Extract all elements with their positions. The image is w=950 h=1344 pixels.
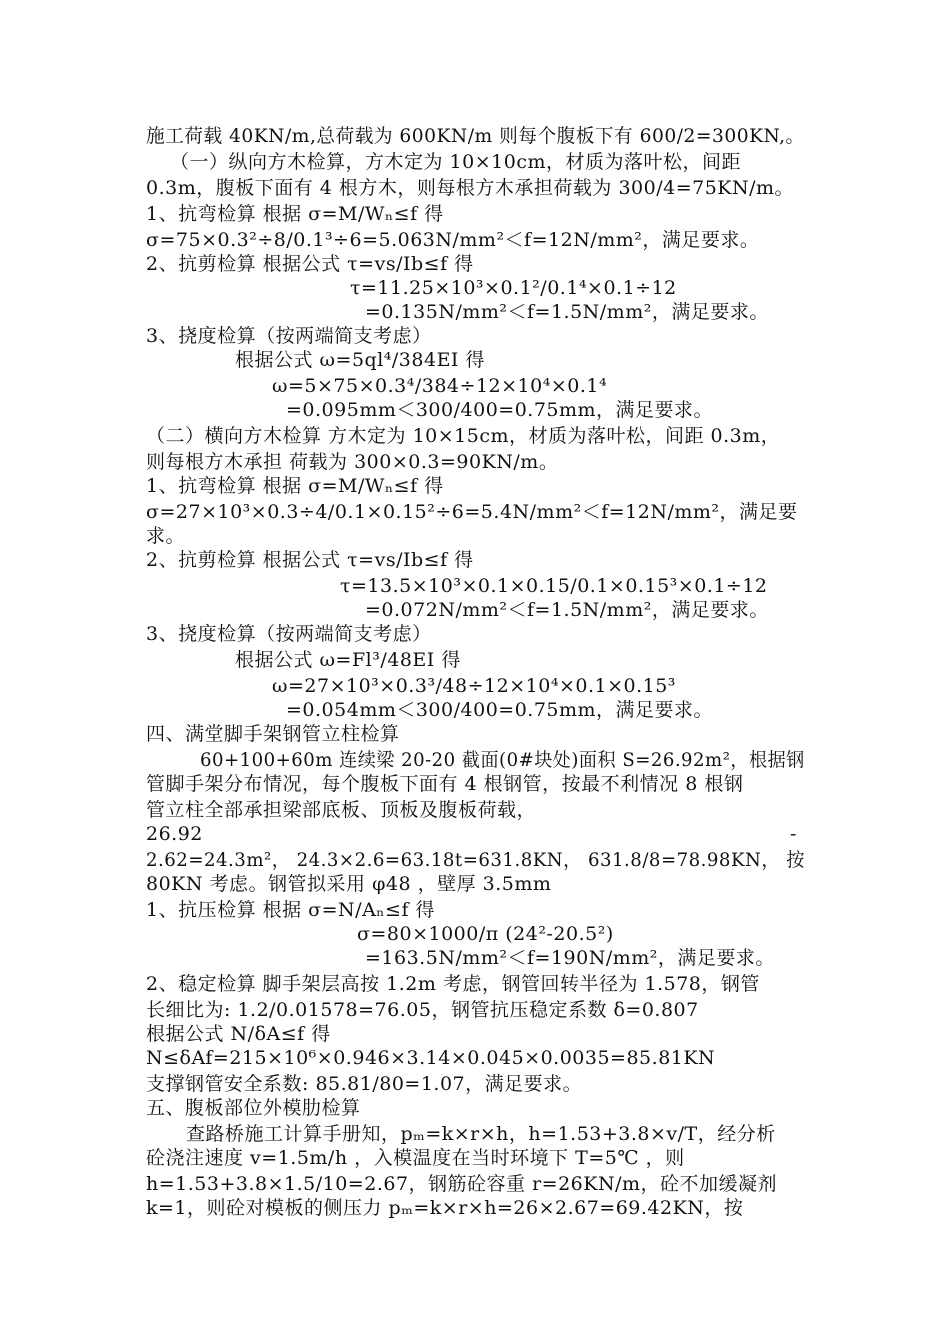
text-line-31: 80KN 考虑。钢管拟采用 φ48 ，壁厚 3.5mm xyxy=(146,873,552,895)
text-line-24: =0.054mm＜300/400=0.75mm，满足要求。 xyxy=(286,699,714,721)
text-line-18: 2、抗剪检算 根据公式 τ=vs/Ib≤f 得 xyxy=(146,549,474,571)
text-line-32: 1、抗压检算 根据 σ=N/Aₙ≤f 得 xyxy=(146,899,436,921)
text-line-11: ω=5×75×0.3⁴/384÷12×10⁴×0.1⁴ xyxy=(272,375,608,397)
text-line-42: 查路桥施工计算手册知，pₘ=k×r×h，h=1.53+3.8×v/T，经分析 xyxy=(186,1123,776,1145)
text-line-43: 砼浇注速度 v=1.5m/h ，入模温度在当时环境下 T=5℃ ，则 xyxy=(146,1147,685,1169)
text-line-12: =0.095mm＜300/400=0.75mm，满足要求。 xyxy=(286,399,714,421)
text-line-3: 0.3m，腹板下面有 4 根方木，则每根方木承担荷载为 300/4=75KN/m。 xyxy=(146,177,795,199)
text-line-2: （一）纵向方木检算，方木定为 10×10cm，材质为落叶松，间距 xyxy=(170,151,741,173)
text-line-6: 2、抗剪检算 根据公式 τ=vs/Ib≤f 得 xyxy=(146,253,474,275)
text-line-30: 2.62=24.3m²， 24.3×2.6=63.18t=631.8KN， 631.8/8=78.98KN， 按 xyxy=(146,849,805,871)
text-line-28: 管立柱全部承担梁部底板、顶板及腹板荷载， xyxy=(146,799,537,821)
text-line-29: 26.92 xyxy=(146,823,203,845)
text-line-16: σ=27×10³×0.3÷4/0.1×0.15²÷6=5.4N/mm²＜f=12N/mm²，满足要 xyxy=(146,501,798,523)
text-line-10: 根据公式 ω=5ql⁴/384EI 得 xyxy=(235,349,485,371)
text-line-23: ω=27×10³×0.3³/48÷12×10⁴×0.1×0.15³ xyxy=(272,675,676,697)
text-line-26: 60+100+60m 连续梁 20-20 截面(0#块处)面积 S=26.92m²，根据钢 xyxy=(200,749,805,771)
text-line-14: 则每根方木承担 荷载为 300×0.3=90KN/m。 xyxy=(146,451,559,473)
section-heading-4: 四、满堂脚手架钢管立柱检算 xyxy=(146,723,400,745)
text-line-9: 3、挠度检算（按两端简支考虑） xyxy=(146,325,432,347)
text-line-35: 2、稳定检算 脚手架层高按 1.2m 考虑，钢管回转半径为 1.578，钢管 xyxy=(146,973,760,995)
text-line-45: k=1，则砼对模板的侧压力 pₘ=k×r×h=26×2.67=69.42KN，按 xyxy=(146,1197,744,1219)
text-line-4: 1、抗弯检算 根据 σ=M/Wₙ≤f 得 xyxy=(146,203,444,225)
text-line-21: 3、挠度检算（按两端简支考虑） xyxy=(146,623,432,645)
text-line-37: 根据公式 N/δA≤f 得 xyxy=(146,1023,331,1045)
text-line-36: 长细比为: 1.2/0.01578=76.05，钢管抗压稳定系数 δ=0.807 xyxy=(146,999,699,1021)
text-line-19: τ=13.5×10³×0.1×0.15/0.1×0.15³×0.1÷12 xyxy=(340,575,768,597)
text-line-7: τ=11.25×10³×0.1²/0.1⁴×0.1÷12 xyxy=(350,277,677,299)
text-line-22: 根据公式 ω=Fl³/48EI 得 xyxy=(235,649,461,671)
text-line-38: N≤δAf=215×10⁶×0.946×3.14×0.045×0.0035=85.81KN xyxy=(146,1047,716,1069)
text-line-39: 支撑钢管安全系数: 85.81/80=1.07，满足要求。 xyxy=(146,1073,583,1095)
text-line-20: =0.072N/mm²＜f=1.5N/mm²，满足要求。 xyxy=(365,599,769,621)
text-line-34: =163.5N/mm²＜f=190N/mm²，满足要求。 xyxy=(365,947,775,969)
text-line-33: σ=80×1000/π (24²-20.5²) xyxy=(357,923,614,945)
text-line-17: 求。 xyxy=(146,525,186,547)
text-line-29-dash: - xyxy=(790,823,797,845)
text-line-13: （二）横向方木检算 方木定为 10×15cm，材质为落叶松，间距 0.3m， xyxy=(146,425,781,447)
text-line-44: h=1.53+3.8×1.5/10=2.67，钢筋砼容重 r=26KN/m，砼不加缓凝剂 xyxy=(146,1173,777,1195)
text-line-8: =0.135N/mm²＜f=1.5N/mm²，满足要求。 xyxy=(365,301,769,323)
text-line-15: 1、抗弯检算 根据 σ=M/Wₙ≤f 得 xyxy=(146,475,444,497)
text-line-1: 施工荷载 40KN/m,总荷载为 600KN/m 则每个腹板下有 600/2=300KN,。 xyxy=(146,125,805,147)
text-line-27: 管脚手架分布情况，每个腹板下面有 4 根钢管，按最不利情况 8 根钢 xyxy=(146,773,744,795)
text-line-5: σ=75×0.3²÷8/0.1³÷6=5.063N/mm²＜f=12N/mm²，满足要求。 xyxy=(146,229,760,251)
section-heading-5: 五、腹板部位外模肋检算 xyxy=(146,1097,361,1119)
